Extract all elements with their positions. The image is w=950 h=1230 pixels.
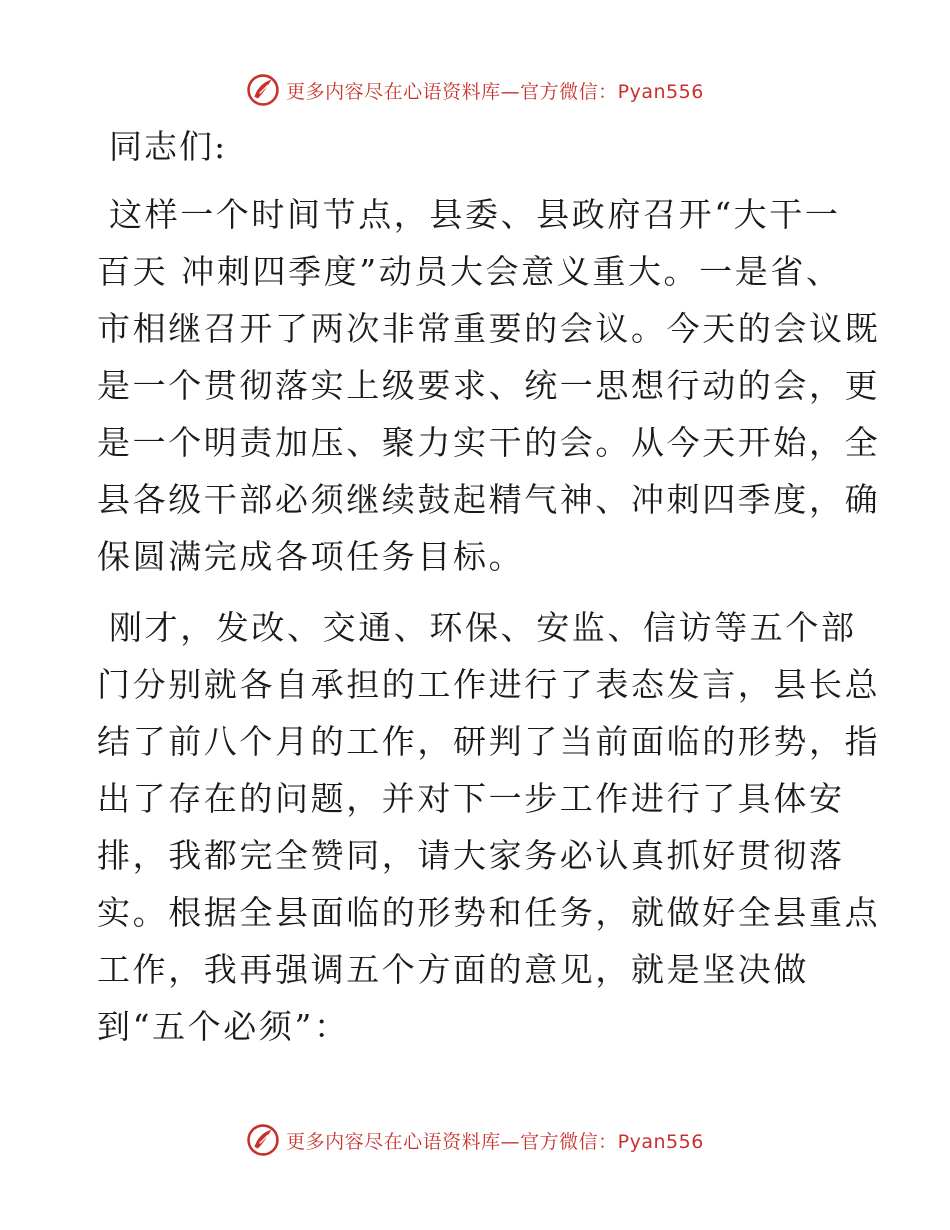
paragraph-line: 门分别就各自承担的工作进行了表态发言，县长总 [97, 665, 881, 704]
paragraph-2 [97, 599, 881, 1055]
seal-logo-icon [246, 73, 280, 107]
paragraph-line: 是一个贯彻落实上级要求、统一思想行动的会，更 [97, 366, 881, 405]
salutation: 同志们: [109, 127, 228, 166]
paragraph-line: 县各级干部必须继续鼓起精气神、冲刺四季度，确 [97, 480, 881, 519]
paragraph-line: 是一个明责加压、聚力实干的会。从今天开始，全 [97, 423, 881, 462]
seal-logo-icon [246, 1123, 280, 1157]
paragraph-line: 市相继召开了两次非常重要的会议。今天的会议既 [97, 309, 881, 348]
paragraph-line: 刚才，发改、交通、环保、安监、信访等五个部 [109, 608, 857, 647]
paragraph-line: 这样一个时间节点，县委、县政府召开“大干一 [109, 195, 841, 234]
watermark-text: 更多内容尽在心语资料库—官方微信：Pyan556 [286, 80, 704, 103]
paragraph-line: 保圆满完成各项任务目标。 [97, 537, 525, 576]
paragraph-line: 百天 冲刺四季度”动员大会意义重大。一是省、 [97, 252, 842, 291]
header-watermark [0, 70, 950, 110]
paragraph-line: 到“五个必须”： [97, 1007, 350, 1046]
paragraph-line: 排，我都完全赞同，请大家务必认真抓好贯彻落 [97, 836, 845, 875]
footer-watermark [0, 1120, 950, 1160]
watermark-text: 更多内容尽在心语资料库—官方微信：Pyan556 [286, 1130, 704, 1153]
paragraph-1 [97, 186, 881, 585]
paragraph-line: 出了存在的问题，并对下一步工作进行了具体安 [97, 779, 845, 818]
paragraph-line: 实。根据全县面临的形势和任务，就做好全县重点 [97, 893, 881, 932]
paragraph-line: 结了前八个月的工作，研判了当前面临的形势，指 [97, 722, 881, 761]
document-body [97, 124, 881, 1069]
paragraph-line: 工作，我再强调五个方面的意见，就是坚决做 [97, 950, 809, 989]
